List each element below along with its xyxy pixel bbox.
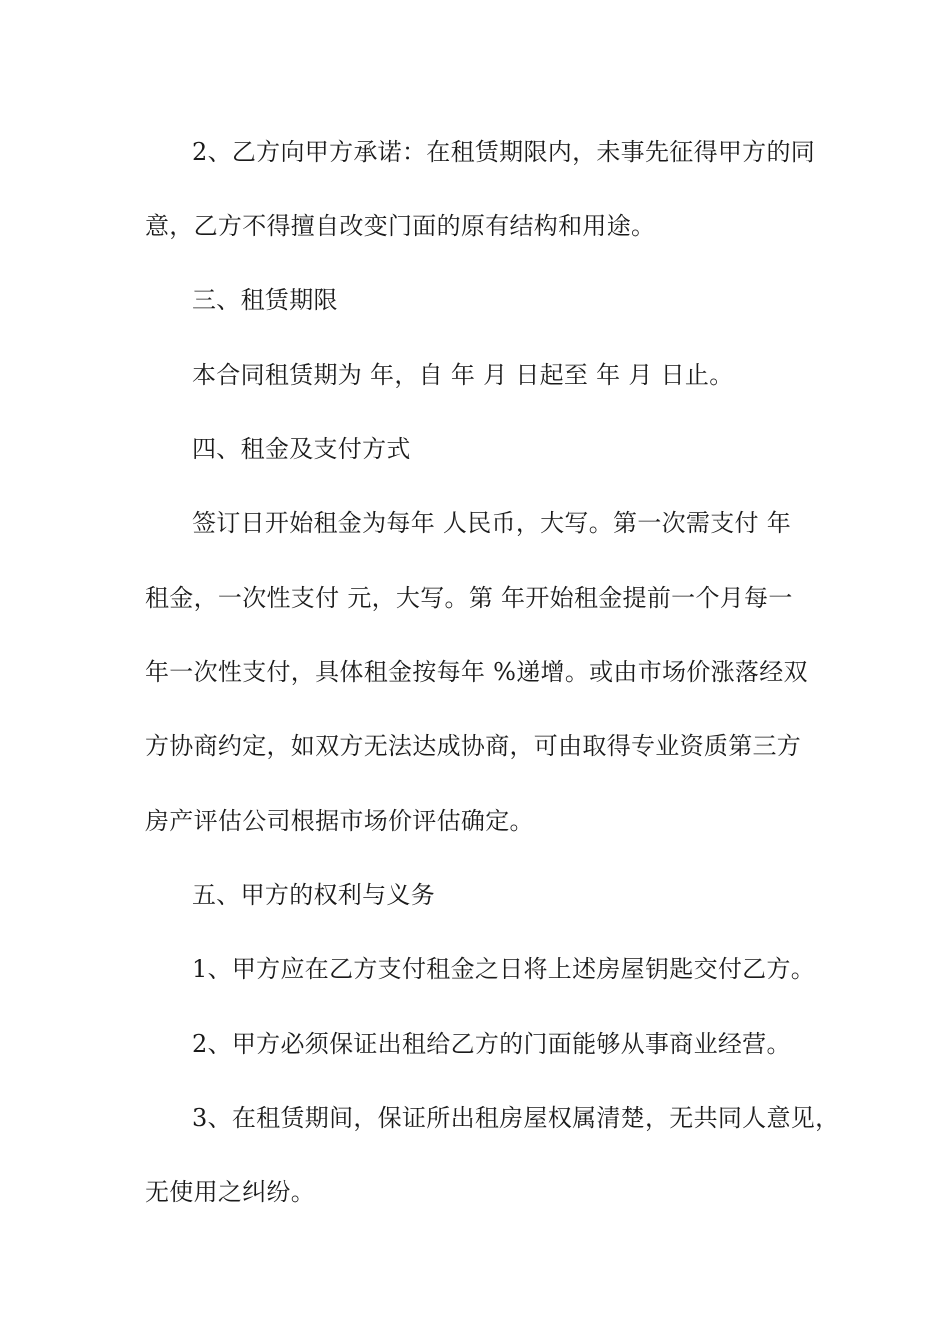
paragraph-line: 方协商约定，如双方无法达成协商，可由取得专业资质第三方 — [145, 732, 802, 760]
section-heading: 三、租赁期限 — [192, 286, 338, 314]
paragraph-line: 年一次性支付，具体租金按每年 %递增。或由市场价涨落经双 — [145, 658, 808, 686]
paragraph-line: 本合同租赁期为 年，自 年 月 日起至 年 月 日止。 — [192, 361, 734, 389]
paragraph-line: 2、乙方向甲方承诺：在租赁期限内，未事先征得甲方的同 — [192, 138, 816, 166]
section-heading: 五、甲方的权利与义务 — [192, 881, 435, 909]
paragraph-line: 租金，一次性支付 元，大写。第 年开始租金提前一个月每一 — [145, 584, 793, 612]
paragraph-line: 房产评估公司根据市场价评估确定。 — [145, 807, 534, 835]
paragraph-line: 2、甲方必须保证出租给乙方的门面能够从事商业经营。 — [192, 1030, 791, 1058]
paragraph-line: 签订日开始租金为每年 人民币，大写。第一次需支付 年 — [192, 509, 792, 537]
section-heading: 四、租金及支付方式 — [192, 435, 411, 463]
paragraph-line: 无使用之纠纷。 — [145, 1178, 316, 1206]
paragraph-line: 意，乙方不得擅自改变门面的原有结构和用途。 — [145, 212, 656, 240]
paragraph-line: 1、甲方应在乙方支付租金之日将上述房屋钥匙交付乙方。 — [192, 955, 816, 983]
paragraph-line: 3、在租赁期间，保证所出租房屋权属清楚，无共同人意见， — [192, 1104, 840, 1132]
